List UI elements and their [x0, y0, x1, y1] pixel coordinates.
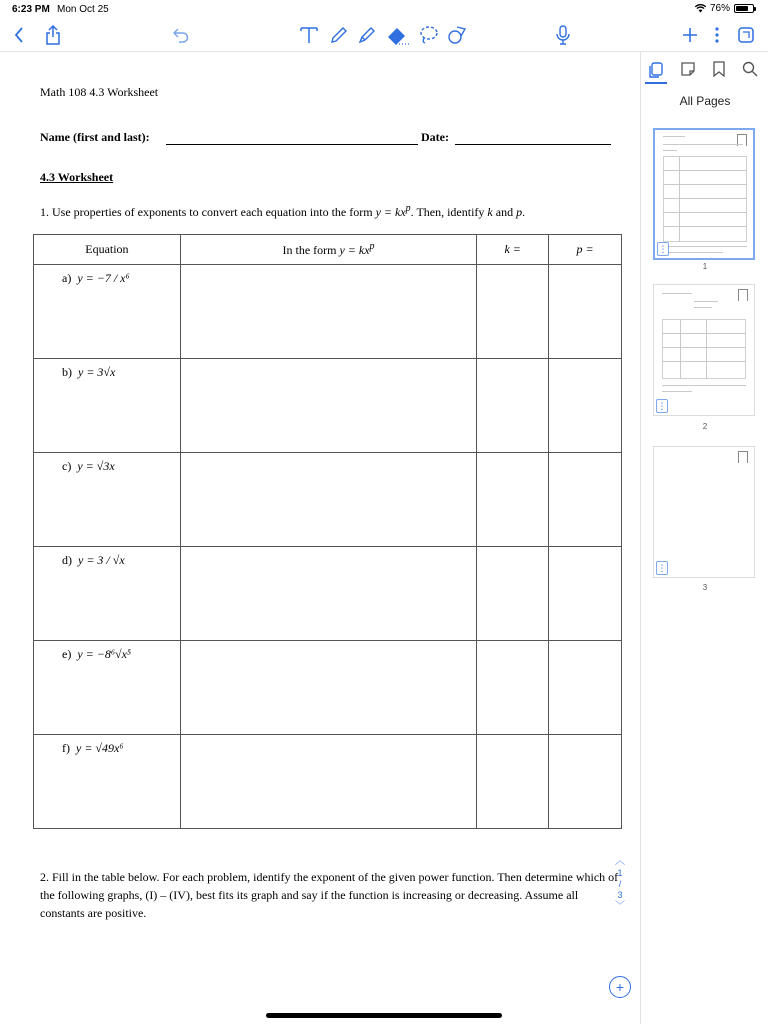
- answer-p-cell[interactable]: [549, 359, 622, 453]
- table-row: [34, 735, 622, 829]
- bookmark-icon[interactable]: [738, 289, 748, 301]
- pen-icon[interactable]: [328, 22, 350, 48]
- header-form-exp: p: [369, 241, 375, 252]
- outline-tab-icon[interactable]: [677, 58, 699, 80]
- answer-form-cell[interactable]: [180, 453, 476, 547]
- highlighter-icon[interactable]: [356, 22, 378, 48]
- total-page-number: 3: [617, 890, 623, 900]
- answer-k-cell[interactable]: [477, 641, 549, 735]
- view-page-icon[interactable]: [736, 22, 756, 48]
- equation-cell: [34, 359, 181, 453]
- page-navigator: [612, 856, 628, 913]
- header-equation: Equation: [34, 235, 181, 265]
- answer-p-cell[interactable]: [549, 547, 622, 641]
- equation-cell: [34, 265, 181, 359]
- page-sidebar: [640, 52, 768, 1024]
- header-k-text: k =: [504, 242, 521, 256]
- answer-k-cell[interactable]: [477, 359, 549, 453]
- equation-text: y = √3x: [77, 459, 115, 473]
- answer-p-cell[interactable]: [549, 735, 622, 829]
- table-row: [34, 641, 622, 735]
- zoom-in-icon[interactable]: +: [609, 976, 631, 998]
- thumbnail-more-icon[interactable]: ⋮: [657, 401, 667, 411]
- question-1-exp: p: [405, 203, 411, 214]
- header-form: [180, 235, 476, 265]
- page-number-1: 1: [702, 262, 708, 271]
- date-label: Date:: [421, 130, 449, 144]
- header-k: [477, 235, 549, 265]
- battery-icon: [734, 4, 754, 13]
- answer-k-cell[interactable]: [477, 735, 549, 829]
- row-label: a): [62, 271, 72, 285]
- table-row: [34, 265, 622, 359]
- equation-text: y = −7 / x⁶: [77, 271, 130, 285]
- status-bar: [0, 0, 768, 18]
- bookmarks-tab-icon[interactable]: [708, 58, 730, 80]
- document-title: Math 108 4.3 Worksheet: [40, 85, 159, 99]
- toolbar: [0, 18, 768, 52]
- table-row: [34, 453, 622, 547]
- current-page-number: 1: [617, 868, 623, 878]
- worksheet-table: [33, 234, 622, 829]
- microphone-icon[interactable]: [553, 22, 573, 48]
- row-label: b): [62, 365, 72, 379]
- equation-cell: [34, 735, 181, 829]
- row-label: c): [62, 459, 72, 473]
- question-1-text-c: and: [492, 205, 517, 219]
- row-label: d): [62, 553, 72, 567]
- lasso-icon[interactable]: [417, 22, 439, 48]
- page-number-3: 3: [702, 583, 708, 592]
- next-page-icon[interactable]: ﹀: [615, 901, 625, 912]
- all-pages-heading: All Pages: [679, 94, 731, 108]
- equation-text: y = 3 / √x: [78, 553, 125, 567]
- question-1-k: k: [487, 205, 493, 219]
- page-number-2: 2: [702, 422, 708, 431]
- equation-cell: [34, 547, 181, 641]
- answer-form-cell[interactable]: [180, 547, 476, 641]
- question-1-p: p: [516, 205, 523, 219]
- document-page[interactable]: [0, 52, 640, 1024]
- status-date: Mon Oct 25: [57, 4, 109, 15]
- question-1: [40, 203, 525, 220]
- name-blank[interactable]: [166, 144, 418, 145]
- share-icon[interactable]: [43, 22, 63, 48]
- table-row: [34, 547, 622, 641]
- battery-percent: 76%: [709, 3, 730, 14]
- pages-tab-icon[interactable]: [645, 58, 667, 84]
- answer-k-cell[interactable]: [477, 453, 549, 547]
- sidebar-tabs: [641, 52, 768, 86]
- answer-k-cell[interactable]: [477, 547, 549, 641]
- equation-text: y = √49x⁶: [76, 741, 124, 755]
- section-title: 4.3 Worksheet: [40, 170, 114, 184]
- page-separator: /: [618, 879, 622, 889]
- page-thumbnail-3[interactable]: [653, 446, 755, 578]
- header-p: [549, 235, 622, 265]
- chevron-left-icon[interactable]: [10, 22, 28, 48]
- date-blank[interactable]: [455, 144, 611, 145]
- page-thumbnail-2[interactable]: [653, 284, 755, 416]
- status-right: [695, 3, 754, 14]
- wifi-icon: [695, 4, 706, 13]
- header-form-a: In the form: [282, 243, 340, 257]
- previous-page-icon[interactable]: ︿: [615, 856, 625, 867]
- status-time: 6:23 PM: [12, 4, 50, 15]
- name-label: Name (first and last):: [40, 130, 150, 144]
- add-icon[interactable]: [680, 22, 700, 48]
- shapes-icon[interactable]: [446, 22, 468, 48]
- answer-k-cell[interactable]: [477, 265, 549, 359]
- header-form-b: y = kx: [339, 243, 370, 257]
- answer-form-cell[interactable]: [180, 735, 476, 829]
- answer-form-cell[interactable]: [180, 359, 476, 453]
- eraser-icon[interactable]: [384, 22, 412, 48]
- answer-form-cell[interactable]: [180, 641, 476, 735]
- question-2: 2. Fill in the table below. For each problem, identify the exponent of the given power function. Then determine which of the following graphs, (I) – (IV), best fits its graph and say if the function is increasing or decreasing. Assume all constants are positive.: [40, 870, 619, 920]
- equation-text: y = −8⁶√x⁵: [77, 647, 132, 661]
- page-thumbnail-1[interactable]: [653, 128, 755, 260]
- question-1-form: y = kx: [375, 205, 406, 219]
- equation-cell: [34, 641, 181, 735]
- question-1-text-b: . Then, identify: [410, 205, 488, 219]
- equation-cell: [34, 453, 181, 547]
- row-label: f): [62, 741, 70, 755]
- battery-fill: [736, 6, 748, 11]
- header-p-text: p =: [576, 242, 594, 256]
- thumbnail-more-icon[interactable]: ⋮: [658, 244, 668, 254]
- table-row: [34, 359, 622, 453]
- equation-text: y = 3√x: [78, 365, 116, 379]
- bookmark-icon[interactable]: [738, 451, 748, 463]
- more-icon[interactable]: [710, 22, 724, 48]
- answer-p-cell[interactable]: [549, 265, 622, 359]
- answer-p-cell[interactable]: [549, 453, 622, 547]
- question-1-text-a: 1. Use properties of exponents to convert each equation into the form: [40, 205, 376, 219]
- thumbnail-more-icon[interactable]: ⋮: [657, 563, 667, 573]
- answer-p-cell[interactable]: [549, 641, 622, 735]
- text-tool-icon[interactable]: [298, 22, 320, 48]
- home-indicator[interactable]: [266, 1013, 502, 1018]
- undo-icon[interactable]: [172, 22, 190, 48]
- search-tab-icon[interactable]: [739, 58, 761, 80]
- question-1-text-d: .: [522, 205, 526, 219]
- row-label: e): [62, 647, 72, 661]
- table-header-row: [34, 235, 622, 265]
- answer-form-cell[interactable]: [180, 265, 476, 359]
